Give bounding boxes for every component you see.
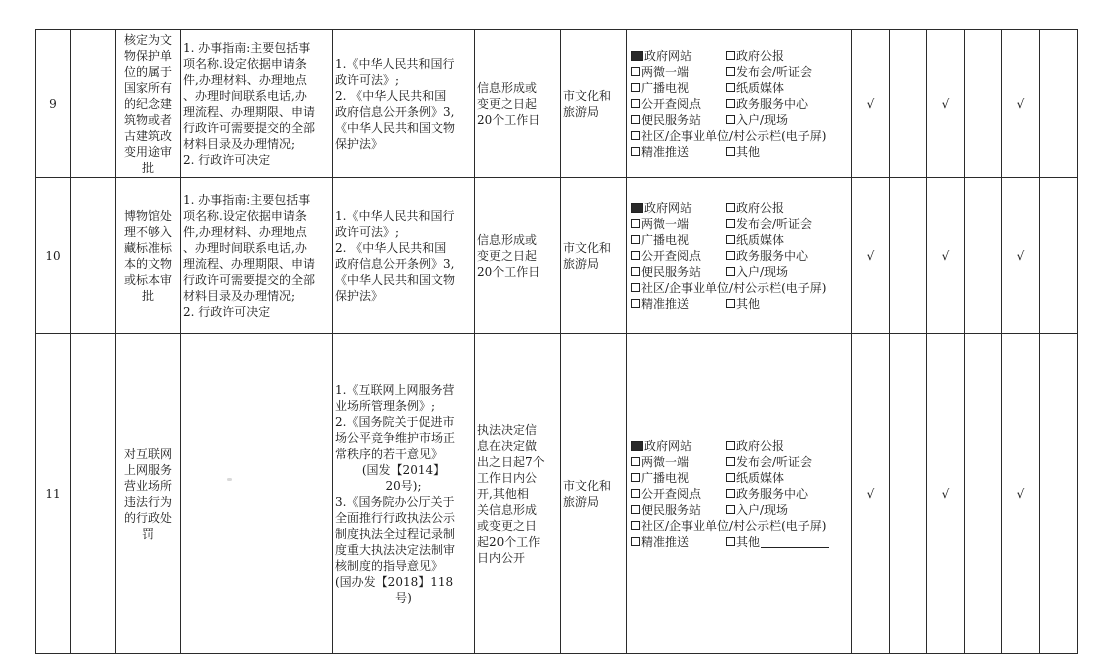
disclosure-channels-cell	[627, 334, 852, 654]
basis_lines-line: 1.《中华人民共和国行	[335, 208, 455, 223]
channel-label: 纸质媒体	[736, 470, 785, 485]
name_lines-line: 核定为文	[123, 32, 172, 47]
name_lines-line: 藏标准标	[123, 240, 172, 255]
fill-in-blank[interactable]	[761, 535, 829, 548]
channel-option[interactable]	[631, 216, 726, 232]
scan-speck	[227, 478, 232, 481]
check-cell	[852, 178, 890, 334]
channel-label: 发布会/听证会	[736, 454, 813, 469]
checkmark: √	[941, 248, 950, 263]
checkbox-checked-icon[interactable]	[631, 203, 643, 213]
checkbox-icon[interactable]	[726, 67, 735, 76]
checkbox-icon[interactable]	[726, 441, 735, 450]
channel-label: 其他	[736, 144, 761, 159]
disclosure-time-cell	[475, 334, 561, 654]
legal-basis-cell	[333, 30, 475, 178]
channel-option[interactable]	[631, 200, 726, 216]
basis_lines-line: 度重大执法决定法制审	[335, 542, 456, 557]
check-cell	[1040, 178, 1078, 334]
checkbox-icon[interactable]	[726, 489, 735, 498]
disclosure-content-cell	[181, 30, 333, 178]
name_lines-line: 对互联网	[123, 446, 172, 461]
name_lines-line: 筑物或者	[123, 112, 172, 127]
channel-option[interactable]	[726, 502, 849, 518]
empty-category-cell	[71, 178, 116, 334]
channel-label: 入户/现场	[736, 502, 789, 517]
channel-option[interactable]	[726, 48, 849, 64]
checkbox-icon[interactable]	[726, 505, 735, 514]
channel-option[interactable]	[631, 48, 726, 64]
check-cell	[1040, 30, 1078, 178]
channel-label: 政务服务中心	[736, 248, 809, 263]
time_lines-line: 20个工作日	[477, 264, 541, 279]
time_lines-line: 日内公开	[477, 550, 526, 565]
check-cell	[890, 30, 927, 178]
checkbox-icon[interactable]	[726, 235, 735, 244]
legal-basis-cell	[333, 334, 475, 654]
name_lines-line: 的行政处	[123, 510, 172, 525]
disclosure-subject-cell	[561, 30, 627, 178]
table-row	[36, 334, 1078, 654]
channel-option[interactable]	[726, 216, 849, 232]
checkbox-icon[interactable]	[631, 521, 640, 530]
checkbox-icon[interactable]	[631, 115, 640, 124]
channel-label: 政务服务中心	[736, 486, 809, 501]
channel-option[interactable]	[631, 144, 726, 160]
channel-label: 社区/企事业单位/村公示栏(电子屏)	[641, 128, 827, 143]
checkbox-icon[interactable]	[631, 251, 640, 260]
time_lines-line: 关信息形成	[477, 502, 538, 517]
channel-options	[629, 200, 849, 312]
disclosure-content-cell	[181, 334, 333, 654]
channel-label: 社区/企事业单位/村公示栏(电子屏)	[641, 280, 827, 295]
basis_lines-line: 政许可法》;	[335, 224, 400, 239]
basis_lines-line: 1.《互联网上网服务营	[335, 382, 455, 397]
basis_lines-line: 政府信息公开条例》3,	[335, 256, 455, 271]
basis_lines-line: 2.《国务院关于促进市	[335, 414, 455, 429]
channel-option[interactable]	[631, 96, 726, 112]
subject_lines-line: 市文化和	[563, 240, 612, 255]
channel-label: 精准推送	[641, 144, 690, 159]
content_lines-line: 、办理时间联系电话,办	[183, 88, 307, 103]
basis_lines-line: 全面推行行政执法公示	[335, 510, 456, 525]
check-cell	[890, 334, 927, 654]
checkmark: √	[941, 96, 950, 111]
check-cell	[1002, 178, 1040, 334]
checkbox-icon[interactable]	[726, 147, 735, 156]
channel-option[interactable]	[631, 486, 726, 502]
time_lines-line: 20个工作日	[477, 112, 541, 127]
channel-option[interactable]	[631, 518, 849, 534]
content_lines-line: 项名称.设定依据申请条	[183, 56, 307, 71]
basis_lines-line: 2. 《中华人民共和国	[335, 88, 447, 103]
basis_lines-line: 业场所管理条例》;	[335, 398, 436, 413]
basis_lines-line: 保护法》	[335, 288, 384, 303]
checkbox-checked-icon[interactable]	[631, 441, 643, 451]
checkbox-checked-icon[interactable]	[631, 51, 643, 61]
name_lines-line: 变用途审	[123, 144, 172, 159]
subject_lines-line: 市文化和	[563, 88, 612, 103]
channel-option[interactable]	[726, 486, 849, 502]
time_lines-line: 变更之日起	[477, 248, 538, 263]
checkmark: √	[1016, 96, 1025, 111]
channel-option[interactable]	[631, 438, 726, 454]
channel-label: 入户/现场	[736, 264, 789, 279]
channel-label: 发布会/听证会	[736, 64, 813, 79]
time_lines-line: 工作日内公	[477, 470, 538, 485]
channel-label: 其他	[736, 534, 761, 549]
legal-basis-cell	[333, 178, 475, 334]
checkmark: √	[941, 486, 950, 501]
content_lines-line: 行政许可需要提交的全部	[183, 120, 316, 135]
channel-label: 纸质媒体	[736, 80, 785, 95]
checkmark: √	[866, 248, 875, 263]
checkbox-icon[interactable]	[631, 131, 640, 140]
checkmark: √	[1016, 248, 1025, 263]
content_lines-line: 、办理时间联系电话,办	[183, 240, 307, 255]
disclosure-subject-cell	[561, 178, 627, 334]
disclosure-time-cell	[475, 178, 561, 334]
name_lines-line: 古建筑改	[123, 128, 172, 143]
checkbox-icon[interactable]	[631, 473, 640, 482]
checkmark: √	[866, 96, 875, 111]
check-cell	[852, 334, 890, 654]
checkbox-icon[interactable]	[726, 51, 735, 60]
checkbox-icon[interactable]	[631, 489, 640, 498]
channel-label: 公开查阅点	[641, 96, 702, 111]
time_lines-line: 开,其他相	[477, 486, 529, 501]
channel-option[interactable]	[726, 64, 849, 80]
channel-label: 政府公报	[736, 438, 785, 453]
channel-option[interactable]	[726, 200, 849, 216]
row-number	[36, 334, 71, 654]
content_lines-line: 理流程、办理期限、申请	[183, 104, 316, 119]
basis_lines-line: 2. 《中华人民共和国	[335, 240, 447, 255]
basis_lines-line: (国办发【2018】118	[335, 574, 454, 589]
channel-label: 政府网站	[644, 48, 693, 63]
content_lines-line: 项名称.设定依据申请条	[183, 208, 307, 223]
check-cell	[1002, 30, 1040, 178]
channel-option[interactable]	[631, 534, 726, 550]
channel-label: 发布会/听证会	[736, 216, 813, 231]
content_lines-line: 2. 行政许可决定	[183, 152, 271, 167]
channel-label: 精准推送	[641, 296, 690, 311]
checkbox-icon[interactable]	[726, 99, 735, 108]
name_lines-line: 批	[141, 288, 154, 303]
checkbox-icon[interactable]	[631, 283, 640, 292]
basis_lines-line: 《中华人民共和国文物	[335, 120, 456, 135]
basis_lines-line: 《中华人民共和国文物	[335, 272, 456, 287]
basis_lines-line: 保护法》	[335, 136, 384, 151]
checkbox-icon[interactable]	[631, 457, 640, 466]
checkbox-icon[interactable]	[631, 537, 640, 546]
channel-label: 政府公报	[736, 200, 785, 215]
row-number-text: 10	[45, 248, 61, 263]
check-cell	[1040, 334, 1078, 654]
channel-label: 两微一端	[641, 64, 690, 79]
checkbox-icon[interactable]	[726, 251, 735, 260]
channel-label: 便民服务站	[641, 502, 702, 517]
check-cell	[965, 334, 1002, 654]
name_lines-line: 上网服务	[123, 462, 172, 477]
basis_lines-line: 20号);	[385, 478, 422, 493]
time_lines-line: 出之日起7个	[477, 454, 545, 469]
content_lines-line: 件,办理材料、办理地点	[183, 224, 307, 239]
basis_lines-line: (国发【2014】	[361, 462, 446, 477]
checkbox-icon[interactable]	[726, 83, 735, 92]
basis_lines-line: 常秩序的若干意见》	[335, 446, 444, 461]
empty-category-cell	[71, 30, 116, 178]
channel-label: 精准推送	[641, 534, 690, 549]
channel-option[interactable]	[726, 232, 849, 248]
channel-option[interactable]	[726, 296, 849, 312]
name_lines-line: 国家所有	[123, 80, 172, 95]
channel-option[interactable]	[631, 80, 726, 96]
name_lines-line: 博物馆处	[123, 208, 172, 223]
channel-option[interactable]	[631, 128, 849, 144]
item-name-cell	[116, 334, 181, 654]
channel-label: 广播电视	[641, 470, 690, 485]
name_lines-line: 理不够入	[123, 224, 172, 239]
checkbox-icon[interactable]	[631, 83, 640, 92]
channel-option[interactable]	[631, 112, 726, 128]
channel-label: 便民服务站	[641, 112, 702, 127]
checkbox-icon[interactable]	[726, 203, 735, 212]
name_lines-line: 罚	[141, 526, 154, 541]
channel-option[interactable]	[726, 438, 849, 454]
channel-option[interactable]	[726, 112, 849, 128]
check-cell	[927, 334, 965, 654]
channel-label: 纸质媒体	[736, 232, 785, 247]
time_lines-line: 起20个工作	[477, 534, 541, 549]
channel-label: 广播电视	[641, 80, 690, 95]
basis_lines-line: 政许可法》;	[335, 72, 400, 87]
channel-option[interactable]	[631, 232, 726, 248]
disclosure-time-cell	[475, 30, 561, 178]
checkbox-icon[interactable]	[631, 67, 640, 76]
name_lines-line: 物保护单	[123, 48, 172, 63]
channel-option[interactable]	[631, 280, 849, 296]
checkbox-icon[interactable]	[726, 537, 735, 546]
table-row	[36, 30, 1078, 178]
channel-options	[629, 48, 849, 160]
checkbox-icon[interactable]	[631, 235, 640, 244]
name_lines-line: 位的属于	[123, 64, 172, 79]
time_lines-line: 变更之日起	[477, 96, 538, 111]
subject_lines-line: 旅游局	[563, 256, 600, 271]
row-number	[36, 178, 71, 334]
name_lines-line: 的纪念建	[123, 96, 172, 111]
channel-option[interactable]	[726, 248, 849, 264]
check-cell	[890, 178, 927, 334]
time_lines-line: 信息形成或	[477, 80, 538, 95]
basis_lines-line: 3.《国务院办公厅关于	[335, 494, 455, 509]
channel-option[interactable]	[631, 502, 726, 518]
basis_lines-line: 场公平竞争维护市场正	[335, 430, 456, 445]
channel-option[interactable]	[631, 248, 726, 264]
time_lines-line: 或变更之日	[477, 518, 538, 533]
checkmark: √	[1016, 486, 1025, 501]
channel-option[interactable]	[726, 96, 849, 112]
empty-category-cell	[71, 334, 116, 654]
checkbox-icon[interactable]	[631, 505, 640, 514]
checkbox-icon[interactable]	[726, 473, 735, 482]
checkmark: √	[866, 486, 875, 501]
check-cell	[965, 30, 1002, 178]
content_lines-line: 材料目录及办理情况;	[183, 288, 296, 303]
channel-label: 其他	[736, 296, 761, 311]
channel-label: 两微一端	[641, 216, 690, 231]
name_lines-line: 或标本审	[123, 272, 172, 287]
basis_lines-line: 政府信息公开条例》3,	[335, 104, 455, 119]
checkbox-icon[interactable]	[631, 99, 640, 108]
channel-label: 两微一端	[641, 454, 690, 469]
channel-option[interactable]	[726, 470, 849, 486]
row-number	[36, 30, 71, 178]
disclosure-content-cell	[181, 178, 333, 334]
checkbox-icon[interactable]	[631, 219, 640, 228]
check-cell	[852, 30, 890, 178]
channel-label: 广播电视	[641, 232, 690, 247]
checkbox-icon[interactable]	[631, 299, 640, 308]
table-row	[36, 178, 1078, 334]
basis_lines-line: 核制度的指导意见》	[335, 558, 444, 573]
item-name-cell	[116, 178, 181, 334]
channel-option[interactable]	[726, 80, 849, 96]
checkbox-icon[interactable]	[726, 267, 735, 276]
content_lines-line: 理流程、办理期限、申请	[183, 256, 316, 271]
check-cell	[927, 30, 965, 178]
content_lines-line: 材料目录及办理情况;	[183, 136, 296, 151]
disclosure-channels-cell	[627, 30, 852, 178]
channel-option[interactable]	[631, 470, 726, 486]
check-cell	[965, 178, 1002, 334]
checkbox-icon[interactable]	[726, 115, 735, 124]
channel-label: 便民服务站	[641, 264, 702, 279]
name_lines-line: 违法行为	[123, 494, 172, 509]
time_lines-line: 息在决定做	[477, 438, 538, 453]
disclosure-table	[35, 29, 1078, 654]
checkbox-icon[interactable]	[726, 219, 735, 228]
time_lines-line: 信息形成或	[477, 232, 538, 247]
disclosure-subject-cell	[561, 334, 627, 654]
channel-option[interactable]	[726, 144, 849, 160]
disclosure-channels-cell	[627, 178, 852, 334]
subject_lines-line: 旅游局	[563, 104, 600, 119]
channel-label: 政府网站	[644, 438, 693, 453]
name_lines-line: 本的文物	[123, 256, 172, 271]
subject_lines-line: 旅游局	[563, 494, 600, 509]
name_lines-line: 营业场所	[123, 478, 172, 493]
channel-label: 政府公报	[736, 48, 785, 63]
row-number-text: 11	[45, 486, 61, 501]
check-cell	[1002, 334, 1040, 654]
checkbox-icon[interactable]	[726, 457, 735, 466]
subject_lines-line: 市文化和	[563, 478, 612, 493]
content_lines-line: 1. 办事指南:主要包括事	[183, 192, 311, 207]
channel-option[interactable]	[726, 264, 849, 280]
content_lines-line: 行政许可需要提交的全部	[183, 272, 316, 287]
time_lines-line: 执法决定信	[477, 422, 538, 437]
content_lines-line: 1. 办事指南:主要包括事	[183, 40, 311, 55]
item-name-cell	[116, 30, 181, 178]
checkbox-icon[interactable]	[631, 147, 640, 156]
channel-option[interactable]	[631, 296, 726, 312]
channel-label: 公开查阅点	[641, 248, 702, 263]
basis_lines-line: 号)	[395, 590, 412, 605]
channel-option[interactable]	[631, 454, 726, 470]
channel-label: 社区/企事业单位/村公示栏(电子屏)	[641, 518, 827, 533]
channel-label: 公开查阅点	[641, 486, 702, 501]
channel-options	[629, 438, 849, 550]
channel-option[interactable]	[726, 454, 849, 470]
checkbox-icon[interactable]	[631, 267, 640, 276]
check-cell	[927, 178, 965, 334]
channel-label: 入户/现场	[736, 112, 789, 127]
row-number-text: 9	[49, 96, 57, 111]
channel-option[interactable]	[631, 64, 726, 80]
channel-label: 政府网站	[644, 200, 693, 215]
channel-option[interactable]	[726, 534, 849, 550]
channel-option[interactable]	[631, 264, 726, 280]
content_lines-line: 2. 行政许可决定	[183, 304, 271, 319]
checkbox-icon[interactable]	[726, 299, 735, 308]
channel-label: 政务服务中心	[736, 96, 809, 111]
basis_lines-line: 制度执法全过程记录制	[335, 526, 456, 541]
content_lines-line: 件,办理材料、办理地点	[183, 72, 307, 87]
basis_lines-line: 1.《中华人民共和国行	[335, 56, 455, 71]
name_lines-line: 批	[141, 160, 154, 175]
